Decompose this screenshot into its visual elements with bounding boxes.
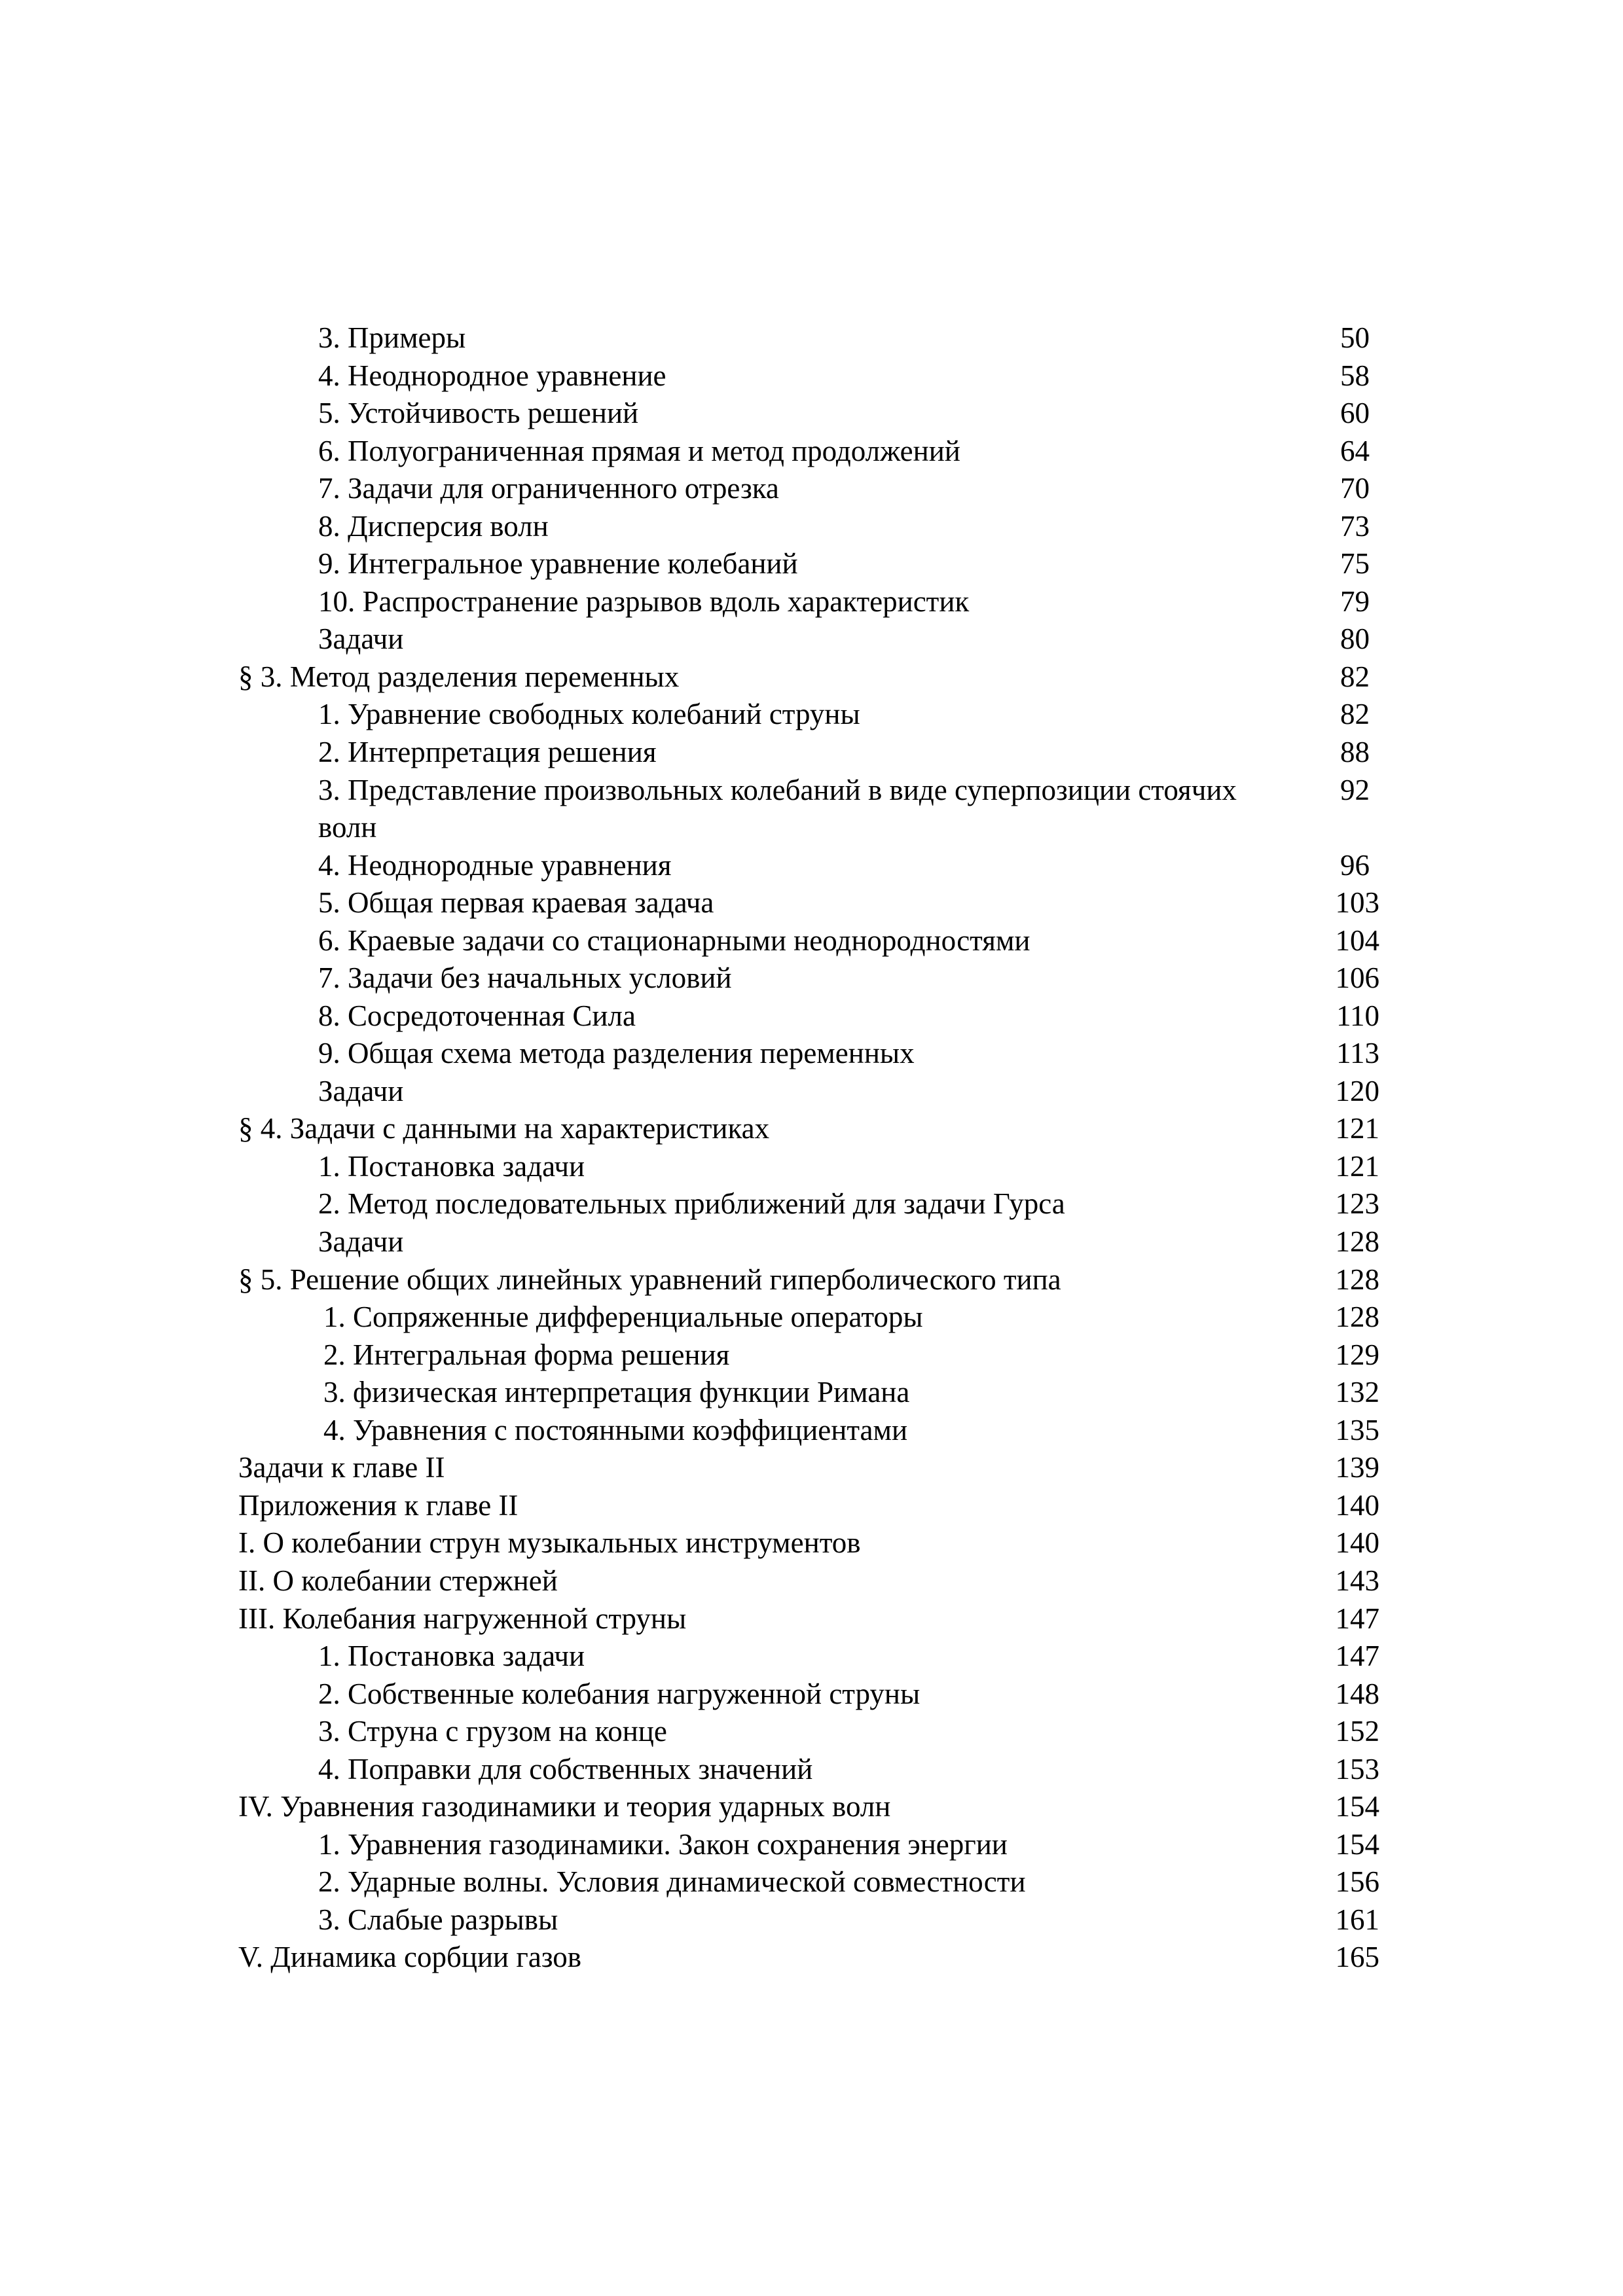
toc-entry-title: 5. Устойчивость решений bbox=[318, 397, 639, 430]
toc-entry-title: II. О колебании стержней bbox=[238, 1564, 558, 1597]
table-of-contents bbox=[0, 319, 1623, 1977]
toc-entry-page-number: 64 bbox=[1340, 434, 1370, 467]
toc-entry-page-number: 128 bbox=[1335, 1263, 1379, 1296]
toc-entry-page-number: 106 bbox=[1335, 961, 1379, 995]
toc-entry-page-number: 88 bbox=[1340, 736, 1370, 769]
toc-entry bbox=[0, 922, 1623, 960]
toc-entry-title: 3. Примеры bbox=[318, 321, 466, 354]
toc-entry-page-number: 60 bbox=[1340, 397, 1370, 430]
toc-entry bbox=[0, 734, 1623, 772]
toc-entry bbox=[0, 1901, 1623, 1939]
toc-entry-title: § 4. Задачи с данными на характеристиках bbox=[238, 1112, 770, 1145]
toc-entry-title: 4. Неоднородные уравнения bbox=[318, 848, 672, 882]
toc-entry-title: 7. Задачи для ограниченного отрезка bbox=[318, 472, 779, 505]
toc-entry-page-number: 50 bbox=[1340, 321, 1370, 354]
toc-entry bbox=[0, 1073, 1623, 1111]
toc-entry-page-number: 58 bbox=[1340, 359, 1370, 392]
toc-entry-page-number: 113 bbox=[1336, 1037, 1379, 1070]
toc-entry bbox=[0, 620, 1623, 658]
toc-entry-page-number: 140 bbox=[1335, 1526, 1379, 1560]
toc-entry-page-number: 165 bbox=[1335, 1941, 1379, 1974]
toc-entry-title: 5. Общая первая краевая задача bbox=[318, 886, 714, 920]
toc-entry bbox=[0, 545, 1623, 583]
toc-entry bbox=[0, 1826, 1623, 1864]
toc-entry-title: 8. Сосредоточенная Сила bbox=[318, 999, 636, 1032]
toc-entry-page-number: 82 bbox=[1340, 660, 1370, 693]
toc-entry-title: I. О колебании струн музыкальных инструментов bbox=[238, 1526, 861, 1560]
toc-entry bbox=[0, 1223, 1623, 1261]
toc-entry-title: 2. Метод последовательных приближений для задачи Гурса bbox=[318, 1187, 1065, 1221]
toc-entry bbox=[0, 1487, 1623, 1525]
toc-entry bbox=[0, 1638, 1623, 1676]
toc-entry bbox=[0, 1713, 1623, 1751]
toc-entry bbox=[0, 1449, 1623, 1487]
toc-entry bbox=[0, 997, 1623, 1035]
toc-entry bbox=[0, 1676, 1623, 1713]
toc-entry-title: 3. Представление произвольных колебаний в виде суперпозиции стоячих волн bbox=[318, 773, 1237, 844]
toc-entry bbox=[0, 508, 1623, 546]
toc-entry bbox=[0, 1939, 1623, 1977]
toc-entry-title: 9. Общая схема метода разделения переменных bbox=[318, 1037, 915, 1070]
toc-entry bbox=[0, 960, 1623, 997]
toc-entry-title: 6. Полуограниченная прямая и метод продолжений bbox=[318, 434, 960, 467]
toc-entry bbox=[0, 433, 1623, 471]
toc-entry bbox=[0, 1562, 1623, 1600]
toc-entry bbox=[0, 1374, 1623, 1412]
toc-entry bbox=[0, 1110, 1623, 1148]
toc-entry-page-number: 148 bbox=[1335, 1677, 1379, 1710]
toc-entry-page-number: 128 bbox=[1335, 1225, 1379, 1259]
toc-entry-title: 1. Постановка задачи bbox=[318, 1640, 585, 1673]
toc-entry-page-number: 73 bbox=[1340, 509, 1370, 543]
toc-entry-title: 4. Поправки для собственных значений bbox=[318, 1752, 813, 1785]
toc-entry bbox=[0, 1788, 1623, 1826]
toc-entry-title: 2. Интегральная форма решения bbox=[323, 1338, 730, 1371]
toc-entry bbox=[0, 395, 1623, 433]
toc-entry-title: 2. Интерпретация решения bbox=[318, 736, 657, 769]
toc-entry-page-number: 80 bbox=[1340, 622, 1370, 656]
toc-entry bbox=[0, 1524, 1623, 1562]
toc-entry-title: 1. Сопряженные дифференциальные операторы bbox=[323, 1300, 923, 1334]
toc-entry-page-number: 152 bbox=[1335, 1715, 1379, 1748]
toc-entry bbox=[0, 1751, 1623, 1789]
toc-entry-title: 10. Распространение разрывов вдоль характеристик bbox=[318, 584, 970, 618]
toc-entry-page-number: 132 bbox=[1335, 1376, 1379, 1409]
toc-entry-page-number: 103 bbox=[1335, 886, 1379, 920]
toc-entry bbox=[0, 583, 1623, 621]
toc-entry-page-number: 120 bbox=[1335, 1074, 1379, 1107]
toc-entry-page-number: 92 bbox=[1340, 773, 1370, 806]
toc-entry bbox=[0, 1035, 1623, 1073]
toc-entry bbox=[0, 1336, 1623, 1374]
toc-entry-title: 8. Дисперсия волн bbox=[318, 509, 549, 543]
toc-entry-title: Задачи к главе II bbox=[238, 1451, 445, 1484]
toc-entry-page-number: 75 bbox=[1340, 547, 1370, 581]
toc-entry-title: 6. Краевые задачи со стационарными неоднородностями bbox=[318, 924, 1030, 957]
toc-entry bbox=[0, 1299, 1623, 1336]
toc-entry bbox=[0, 1261, 1623, 1299]
toc-entry-title: § 5. Решение общих линейных уравнений гиперболического типа bbox=[238, 1263, 1061, 1296]
toc-entry bbox=[0, 658, 1623, 696]
toc-entry-page-number: 154 bbox=[1335, 1790, 1379, 1823]
toc-entry-page-number: 161 bbox=[1335, 1903, 1379, 1936]
toc-entry bbox=[0, 847, 1623, 885]
toc-entry-title: 4. Уравнения с постоянными коэффициентами bbox=[323, 1413, 908, 1446]
toc-entry bbox=[0, 1148, 1623, 1186]
toc-entry-page-number: 147 bbox=[1335, 1640, 1379, 1673]
toc-entry bbox=[0, 772, 1623, 847]
toc-entry-title: 3. Струна с грузом на конце bbox=[318, 1715, 667, 1748]
toc-entry-title: 1. Уравнения газодинамики. Закон сохранения энергии bbox=[318, 1827, 1008, 1861]
toc-entry-title: 9. Интегральное уравнение колебаний bbox=[318, 547, 798, 581]
toc-entry-title: 3. физическая интерпретация функции Римана bbox=[323, 1376, 910, 1409]
toc-entry-title: 3. Слабые разрывы bbox=[318, 1903, 558, 1936]
toc-entry-page-number: 121 bbox=[1335, 1112, 1379, 1145]
toc-entry-page-number: 79 bbox=[1340, 584, 1370, 618]
toc-entry-title: V. Динамика сорбции газов bbox=[238, 1941, 582, 1974]
toc-entry-page-number: 128 bbox=[1335, 1300, 1379, 1334]
toc-entry-title: 7. Задачи без начальных условий bbox=[318, 961, 732, 995]
toc-entry-title: 2. Собственные колебания нагруженной струны bbox=[318, 1677, 921, 1710]
toc-entry bbox=[0, 319, 1623, 357]
toc-entry bbox=[0, 1863, 1623, 1901]
toc-entry bbox=[0, 1412, 1623, 1450]
toc-entry-page-number: 121 bbox=[1335, 1149, 1379, 1183]
toc-entry-page-number: 123 bbox=[1335, 1187, 1379, 1221]
toc-entry-title: Задачи bbox=[318, 1074, 404, 1107]
toc-entry bbox=[0, 357, 1623, 395]
toc-entry-page-number: 143 bbox=[1335, 1564, 1379, 1597]
toc-entry-page-number: 139 bbox=[1335, 1451, 1379, 1484]
toc-entry-title: 1. Уравнение свободных колебаний струны bbox=[318, 698, 860, 731]
toc-entry bbox=[0, 470, 1623, 508]
toc-entry-page-number: 135 bbox=[1335, 1413, 1379, 1446]
toc-entry-title: Задачи bbox=[318, 1225, 404, 1259]
toc-entry-title: III. Колебания нагруженной струны bbox=[238, 1602, 687, 1635]
toc-entry bbox=[0, 884, 1623, 922]
toc-entry-page-number: 70 bbox=[1340, 472, 1370, 505]
toc-entry bbox=[0, 1600, 1623, 1638]
toc-entry-page-number: 104 bbox=[1335, 924, 1379, 957]
toc-entry-page-number: 82 bbox=[1340, 698, 1370, 731]
toc-entry-title: IV. Уравнения газодинамики и теория ударных волн bbox=[238, 1790, 891, 1823]
toc-entry-page-number: 96 bbox=[1340, 848, 1370, 882]
toc-entry-page-number: 154 bbox=[1335, 1827, 1379, 1861]
toc-entry-title: 4. Неоднородное уравнение bbox=[318, 359, 666, 392]
toc-entry-page-number: 153 bbox=[1335, 1752, 1379, 1785]
toc-entry-page-number: 140 bbox=[1335, 1488, 1379, 1522]
toc-entry bbox=[0, 1185, 1623, 1223]
toc-entry-page-number: 156 bbox=[1335, 1865, 1379, 1899]
toc-entry-title: Задачи bbox=[318, 622, 404, 656]
toc-entry-page-number: 147 bbox=[1335, 1602, 1379, 1635]
toc-entry-title: § 3. Метод разделения переменных bbox=[238, 660, 680, 693]
toc-entry-title: 2. Ударные волны. Условия динамической совместности bbox=[318, 1865, 1026, 1899]
toc-entry bbox=[0, 696, 1623, 734]
toc-entry-title: Приложения к главе II bbox=[238, 1488, 519, 1522]
toc-entry-page-number: 129 bbox=[1335, 1338, 1379, 1371]
toc-entry-title: 1. Постановка задачи bbox=[318, 1149, 585, 1183]
toc-entry-page-number: 110 bbox=[1336, 999, 1379, 1032]
